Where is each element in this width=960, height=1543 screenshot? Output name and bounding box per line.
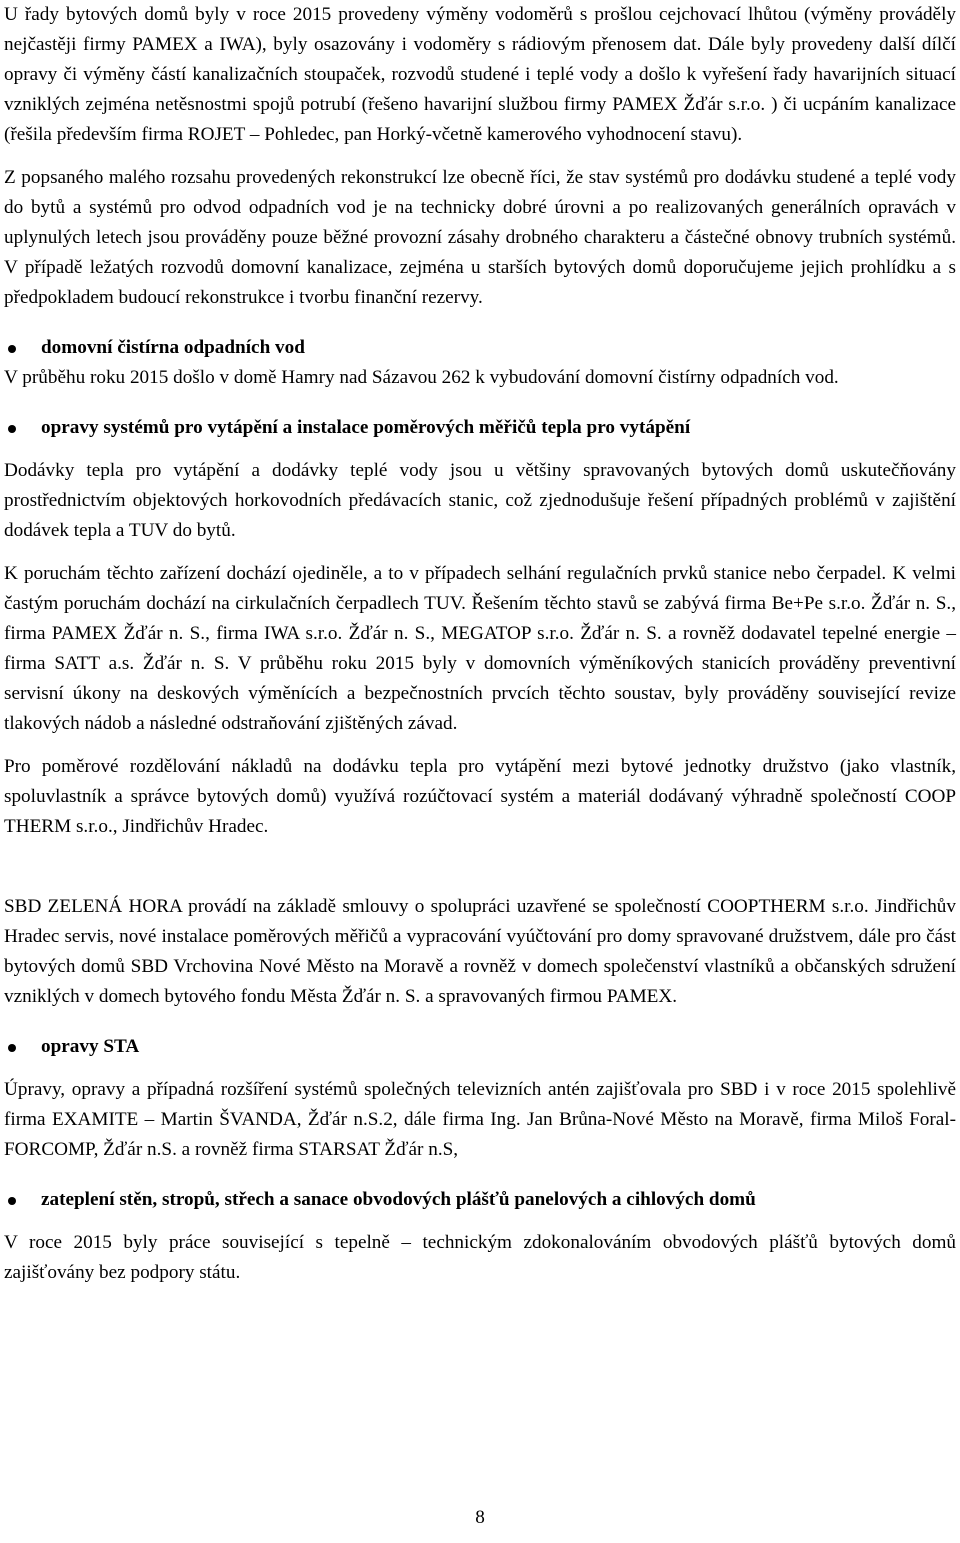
- bullet-dot-icon: [8, 1044, 16, 1052]
- bullet-dot-icon: [8, 425, 16, 433]
- bullet-heating-systems: [4, 413, 956, 443]
- paragraph-heat-supply: Dodávky tepla pro vytápění a dodávky teplé vody jsou u většiny spravovaných bytových domů uskutečňovány prostřednictvím objektových horkovodních předávacích stanic, což zjednodušuje řešení případných problémů v zajištění dodávek tepla a TUV do bytů.: [4, 460, 956, 541]
- bullet-heading: zateplení stěn, stropů, střech a sanace obvodových plášťů panelových a cihlových domů: [41, 1189, 756, 1210]
- paragraph-insulation: V roce 2015 byly práce související s tepelně – technickým zdokonalováním obvodových plášťů bytových domů zajišťovány bez podpory státu.: [4, 1232, 956, 1283]
- page-number: 8: [475, 1507, 485, 1528]
- paragraph-failures: K poruchám těchto zařízení dochází ojediněle, a to v případech selhání regulačních prvků stanice nebo čerpadel. K velmi častým poruchám dochází na cirkulačních čerpadlech TUV. Řešením těchto stavů se zabývá firma Be+Pe s.r.o. Žďár n. S., firma PAMEX Žďár n. S., firma IWA s.r.o. Žďár n. S., MEGATOP s.r.o. Žďár n. S. a rovněž dodavatel tepelné energie – firma SATT a.s. Žďár n. S. V průběhu roku 2015 byly v domovních výměníkových stanicích prováděny preventivní servisní úkony na deskových výměnících a bezpečnostních prvcích těchto soustav, byly prováděny související revize tlakových nádob a následné odstraňování zjištěných závad.: [4, 563, 956, 734]
- paragraph-wastewater-plant: V průběhu roku 2015 došlo v domě Hamry nad Sázavou 262 k vybudování domovní čistírny odpadních vod.: [4, 367, 839, 388]
- paragraph-sbd-contract: SBD ZELENÁ HORA provádí na základě smlouvy o spolupráci uzavřené se společností COOPTHERM s.r.o. Jindřichův Hradec servis, nové instalace poměrových měřičů a vypracování vyúčtování pro domy spravované družstvem, dále pro část bytových domů SBD Vrchovina Nové Město na Moravě a rovněž v domech společenství vlastníků a občanských sdružení vzniklých v domech bytového fondu Města Žďár n. S. a spravovaných firmou PAMEX.: [4, 896, 956, 1007]
- bullet-insulation: [4, 1185, 956, 1215]
- bullet-heading: opravy STA: [41, 1036, 140, 1057]
- bullet-dot-icon: [8, 345, 16, 353]
- bullet-heading: opravy systémů pro vytápění a instalace poměrových měřičů tepla pro vytápění: [41, 417, 691, 438]
- paragraph-cost-allocation: Pro poměrové rozdělování nákladů na dodávku tepla pro vytápění mezi bytové jednotky družstvo (jako vlastník, spoluvlastník a správce bytových domů) využívá rozúčtovací systém a materiál dodávaný výhradně společností COOP THERM s.r.o., Jindřichův Hradec.: [4, 756, 956, 837]
- bullet-sta-repairs: [4, 1032, 956, 1062]
- bullet-heading: domovní čistírna odpadních vod: [41, 337, 305, 358]
- bullet-wastewater-plant: [4, 333, 956, 363]
- paragraph-sta-repairs: Úpravy, opravy a případná rozšíření systémů společných televizních antén zajišťovala pro SBD i v roce 2015 spolehlivě firma EXAMITE – Martin ŠVANDA, Žďár n.S.2, dále firma Ing. Jan Brůna-Nové Město na Moravě, firma Miloš Foral-FORCOMP, Žďár n.S. a rovněž firma STARSAT Žďár n.S,: [4, 1079, 956, 1160]
- paragraph-water-meters: U řady bytových domů byly v roce 2015 provedeny výměny vodoměrů s prošlou cejchovací lhůtou (výměny prováděly nejčastěji firmy PAMEX a IWA), byly osazovány i vodoměry s rádiovým přenosem dat. Dále byly provedeny další dílčí opravy či výměny částí kanalizačních stoupaček, rozvodů studené i teplé vody a došlo k vyřešení řady havarijních situací vzniklých zejména netěsnostmi spojů potrubí (řešeno havarijní službou firmy PAMEX Žďár s.r.o. ) či ucpáním kanalizace (řešila především firma ROJET – Pohledec, pan Horký-včetně kamerového vyhodnocení stavu).: [4, 4, 956, 145]
- bullet-dot-icon: [8, 1197, 16, 1205]
- paragraph-system-state: Z popsaného malého rozsahu provedených rekonstrukcí lze obecně říci, že stav systémů pro dodávku studené a teplé vody do bytů a systémů pro odvod odpadních vod je na technicky dobré úrovni a po realizovaných generálních opravách v uplynulých letech jsou prováděny pouze běžné provozní zásahy drobného charakteru a částečné obnovy trubních systémů. V případě ležatých rozvodů domovní kanalizace, zejména u starších bytových domů doporučujeme jejich prohlídku a s předpokladem budoucí rekonstrukce i tvorbu finanční rezervy.: [4, 167, 956, 308]
- document-page: [4, 0, 956, 1288]
